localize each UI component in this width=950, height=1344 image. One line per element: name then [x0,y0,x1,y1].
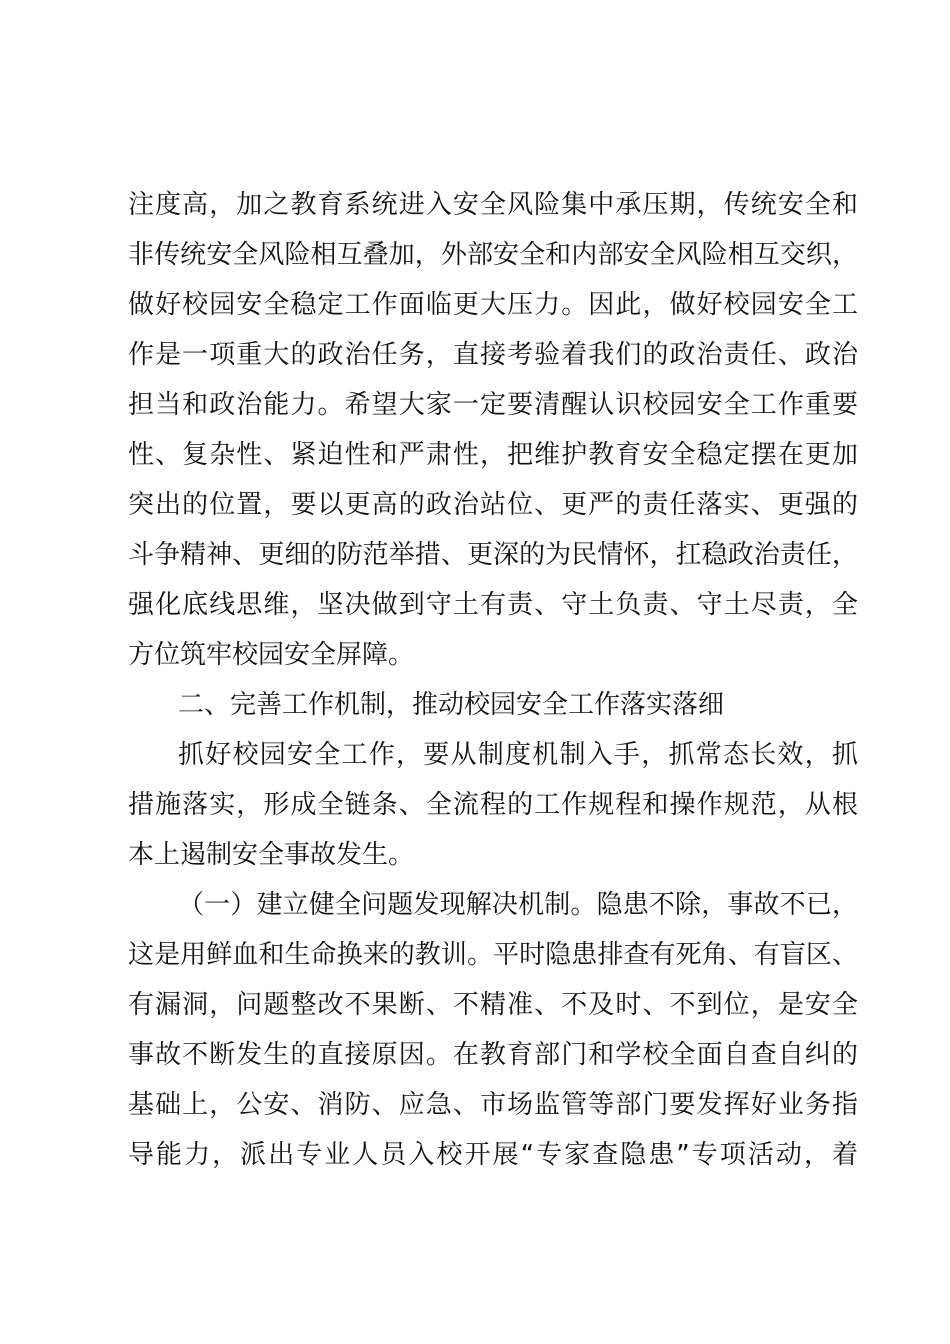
section-heading: 二、完善工作机制，推动校园安全工作落实落细 [178,690,725,720]
text-line: 有漏洞，问题整改不果断、不精准、不及时、不到位，是安全 [128,990,858,1020]
text-line: 基础上，公安、消防、应急、市场监管等部门要发挥好业务指 [128,1090,858,1120]
text-line: 强化底线思维，坚决做到守土有责、守土负责、守土尽责，全 [128,590,858,620]
text-line: 这是用鲜血和生命换来的教训。平时隐患排查有死角、有盲区、 [128,940,858,970]
text-line: 本上遏制安全事故发生。 [128,840,415,870]
subsection-heading-line: （一）建立健全问题发现解决机制。隐患不除，事故不已， [178,890,858,920]
text-line: 性、复杂性、紧迫性和严肃性，把维护教育安全稳定摆在更加 [128,440,858,470]
text-line: 导能力，派出专业人员入校开展“专家查隐患”专项活动，着 [128,1140,858,1170]
text-line: 事故不断发生的直接原因。在教育部门和学校全面自查自纠的 [128,1040,858,1070]
text-line: 非传统安全风险相互叠加，外部安全和内部安全风险相互交织， [128,240,858,270]
text-line: 斗争精神、更细的防范举措、更深的为民情怀，扛稳政治责任， [128,540,858,570]
text-line: 方位筑牢校园安全屏障。 [128,640,415,670]
text-line: 作是一项重大的政治任务，直接考验着我们的政治责任、政治 [128,340,858,370]
text-line: 担当和政治能力。希望大家一定要清醒认识校园安全工作重要 [128,390,858,420]
text-line: 突出的位置，要以更高的政治站位、更严的责任落实、更强的 [128,490,858,520]
text-line: 抓好校园安全工作，要从制度机制入手，抓常态长效，抓 [178,740,858,770]
text-line: 做好校园安全稳定工作面临更大压力。因此，做好校园安全工 [128,290,858,320]
text-line: 措施落实，形成全链条、全流程的工作规程和操作规范，从根 [128,790,858,820]
text-line: 注度高，加之教育系统进入安全风险集中承压期，传统安全和 [128,190,858,220]
